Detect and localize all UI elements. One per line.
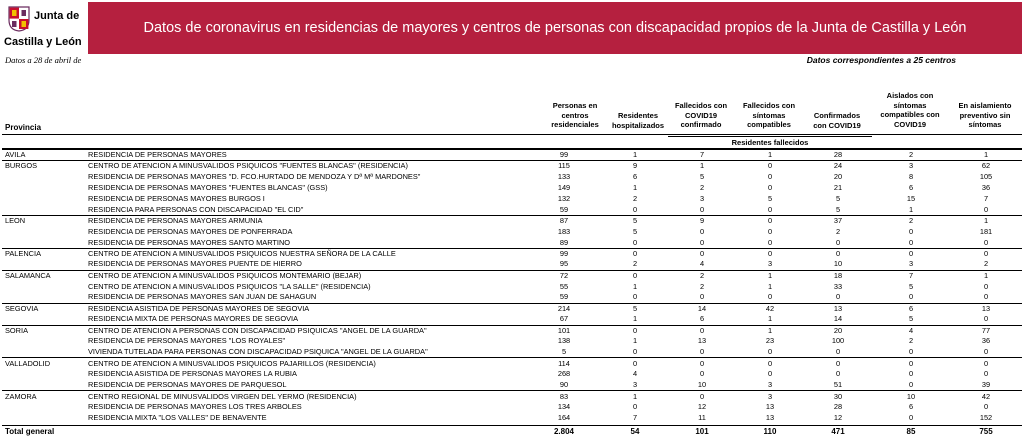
header-hospitalizados (605, 111, 671, 130)
header-c3-line: COVID19 (684, 110, 718, 120)
value-cell: 1 (950, 150, 1022, 161)
value-cell: 20 (833, 171, 843, 181)
table-row (2, 281, 1022, 292)
centre-cell: CENTRO DE ATENCION A MINUSVALIDOS PSIQUICOS PAJARILLOS (RESIDENCIA) (88, 358, 526, 369)
value-cell: 2 (632, 193, 638, 203)
total-fallecidos-confirmado: 101 (668, 426, 736, 438)
value-cell: 1 (736, 150, 804, 161)
value-cell: 0 (983, 314, 989, 324)
province-cell: ZAMORA (2, 391, 88, 402)
value-cell: 21 (833, 182, 843, 192)
value-cell: 214 (526, 303, 602, 314)
value-cell: 13 (804, 303, 872, 314)
value-cell: 1 (767, 281, 773, 291)
value-cell: 13 (950, 303, 1022, 314)
centre-cell: CENTRO DE ATENCION A MINUSVALIDOS PSIQUICOS NUESTRA SEÑORA DE LA CALLE (88, 248, 526, 259)
value-cell: 5 (632, 226, 638, 236)
value-cell: 13 (697, 336, 707, 346)
value-cell: 0 (872, 248, 950, 259)
value-cell: 5 (908, 281, 914, 291)
value-cell: 2 (699, 182, 705, 192)
value-cell: 0 (632, 292, 638, 302)
province-cell (2, 413, 88, 424)
value-cell: 3 (699, 193, 705, 203)
value-cell: 0 (736, 248, 804, 259)
value-cell: 0 (632, 402, 638, 412)
province-cell: SORIA (2, 325, 88, 336)
value-cell: 1 (632, 281, 638, 291)
value-cell: 3 (908, 259, 914, 269)
centers-note: Datos correspondientes a 25 centros (806, 55, 956, 65)
table-row (2, 270, 1022, 281)
value-cell: 0 (699, 226, 705, 236)
value-cell: 99 (526, 248, 602, 259)
value-cell: 7 (632, 413, 638, 423)
date-note: Datos a 28 de abril de (5, 55, 82, 65)
value-cell: 0 (699, 369, 705, 379)
province-cell (2, 193, 88, 204)
value-cell: 28 (804, 150, 872, 161)
value-cell: 9 (602, 161, 668, 172)
province-cell: SALAMANCA (2, 270, 88, 281)
province-cell: SEGOVIA (2, 303, 88, 314)
table-row (2, 391, 1022, 402)
subheader-residentes-fallecidos: Residentes fallecidos (731, 138, 809, 147)
value-cell: 134 (557, 402, 571, 412)
centre-cell: RESIDENCIA DE PERSONAS MAYORES "LOS ROYALES" (88, 336, 286, 346)
value-cell: 0 (602, 325, 668, 336)
value-cell: 2 (668, 270, 736, 281)
header-c2-line: Residentes (617, 111, 659, 120)
value-cell: 0 (736, 358, 804, 369)
value-cell: 0 (983, 292, 989, 302)
value-cell: 115 (526, 161, 602, 172)
header-c6-line: síntomas (893, 100, 927, 110)
province-cell (2, 314, 88, 325)
centre-cell: RESIDENCIA DE PERSONAS MAYORES SAN JUAN DE SAHAGUN (88, 292, 317, 302)
value-cell: 1 (908, 204, 914, 214)
header-c5-line: con COVID19 (813, 120, 861, 130)
table-row (2, 314, 1022, 325)
table-row (2, 325, 1022, 336)
province-cell (2, 336, 88, 347)
value-cell: 62 (950, 161, 1022, 172)
value-cell: 0 (602, 248, 668, 259)
value-cell: 15 (906, 193, 916, 203)
coat-of-arms-icon (8, 6, 30, 32)
value-cell: 1 (632, 314, 638, 324)
value-cell: 11 (698, 413, 706, 423)
value-cell: 268 (557, 369, 571, 379)
value-cell: 114 (526, 358, 602, 369)
table-row (2, 226, 1022, 237)
value-cell: 0 (767, 182, 773, 192)
value-cell: 0 (668, 325, 736, 336)
value-cell: 36 (981, 336, 991, 346)
header-confirmados (803, 111, 871, 130)
header-c7-line: En aislamiento (958, 101, 1012, 110)
value-cell: 2 (632, 259, 638, 269)
value-cell: 1 (736, 270, 804, 281)
total-confirmados: 471 (804, 426, 872, 438)
value-cell: 2 (983, 259, 989, 269)
value-cell: 95 (559, 259, 569, 269)
value-cell: 7 (983, 193, 989, 203)
header-divider (2, 134, 1022, 135)
centre-cell: RESIDENCIA DE PERSONAS MAYORES SANTO MARTINO (88, 237, 291, 247)
header-fallecidos-confirmado (667, 101, 735, 130)
province-cell (2, 369, 88, 380)
value-cell: 0 (668, 391, 736, 402)
header-c1-line: residenciales (551, 120, 599, 129)
value-cell: 0 (983, 204, 989, 214)
table-row (2, 193, 1022, 204)
header-c3-line: Fallecidos con (674, 101, 728, 110)
value-cell: 0 (602, 270, 668, 281)
value-cell: 20 (804, 325, 872, 336)
value-cell: 4 (872, 325, 950, 336)
value-cell: 0 (632, 204, 638, 214)
value-cell: 5 (602, 215, 668, 226)
value-cell: 1 (950, 270, 1022, 281)
value-cell: 72 (526, 270, 602, 281)
province-cell: LEON (2, 215, 88, 226)
header-fallecidos-compatibles (735, 101, 803, 130)
value-cell: 1 (736, 325, 804, 336)
value-cell: 6 (908, 402, 914, 412)
value-cell: 0 (908, 380, 914, 390)
province-cell (2, 380, 88, 391)
value-cell: 105 (979, 171, 993, 181)
centre-cell: RESIDENCIA DE PERSONAS MAYORES BURGOS I (88, 193, 265, 203)
value-cell: 0 (767, 369, 773, 379)
centre-cell: RESIDENCIA DE PERSONAS MAYORES (88, 150, 526, 161)
value-cell: 1 (602, 391, 668, 402)
table-row (2, 413, 1022, 424)
value-cell: 36 (981, 182, 991, 192)
province-cell: PALENCIA (2, 248, 88, 259)
value-cell: 0 (983, 402, 989, 412)
value-cell: 3 (872, 161, 950, 172)
total-fallecidos-compatibles: 110 (736, 426, 804, 438)
total-row (2, 425, 1022, 438)
centre-cell: RESIDENCIA DE PERSONAS MAYORES LOS TRES ARBOLES (88, 402, 302, 412)
value-cell: 89 (559, 237, 569, 247)
value-cell: 0 (736, 215, 804, 226)
value-cell: 14 (668, 303, 736, 314)
value-cell: 0 (983, 281, 989, 291)
value-cell: 0 (908, 226, 914, 236)
value-cell: 77 (950, 325, 1022, 336)
centre-cell: RESIDENCIA ASISTIDA DE PERSONAS MAYORES LA RUBIA (88, 369, 297, 379)
subheader-rule (668, 136, 872, 137)
value-cell: 2 (908, 336, 914, 346)
header-personas (540, 101, 610, 130)
value-cell: 24 (804, 161, 872, 172)
value-cell: 90 (559, 380, 569, 390)
header-c5-line: Confirmados (813, 111, 861, 120)
junta-logo (4, 4, 90, 56)
value-cell: 152 (979, 413, 993, 423)
centre-cell: RESIDENCIA ASISTIDA DE PERSONAS MAYORES DE SEGOVIA (88, 303, 526, 314)
value-cell: 1 (950, 215, 1022, 226)
value-cell: 0 (804, 248, 872, 259)
value-cell: 99 (526, 150, 602, 161)
value-cell: 0 (767, 171, 773, 181)
value-cell: 12 (697, 402, 707, 412)
value-cell: 1 (632, 182, 638, 192)
value-cell: 0 (908, 347, 914, 357)
value-cell: 0 (699, 292, 705, 302)
value-cell: 18 (804, 270, 872, 281)
value-cell: 28 (833, 402, 843, 412)
value-cell: 8 (908, 171, 914, 181)
centre-cell: RESIDENCIA DE PERSONAS MAYORES ARMUNIA (88, 215, 526, 226)
table-row (2, 150, 1022, 161)
value-cell: 0 (950, 358, 1022, 369)
value-cell: 183 (557, 226, 571, 236)
centre-cell: RESIDENCIA DE PERSONAS MAYORES PUENTE DE HIERRO (88, 259, 302, 269)
value-cell: 3 (632, 380, 638, 390)
header-aislamiento-preventivo (949, 101, 1021, 130)
value-cell: 0 (950, 248, 1022, 259)
title-banner (88, 2, 1022, 54)
value-cell: 133 (557, 171, 571, 181)
value-cell: 5 (561, 347, 567, 357)
province-cell: VALLADOLID (2, 358, 88, 369)
table-row (2, 259, 1022, 270)
table-row (2, 369, 1022, 380)
value-cell: 0 (908, 369, 914, 379)
value-cell: 39 (981, 380, 991, 390)
value-cell: 138 (557, 336, 571, 346)
centre-cell: RESIDENCIA DE PERSONAS MAYORES "D. FCO.HURTADO DE MENDOZA Y Dª Mª MARDONES" (88, 171, 421, 181)
centre-cell: VIVIENDA TUTELADA PARA PERSONAS CON DISCAPACIDAD PSIQUICA "ANGEL DE LA GUARDA" (88, 347, 428, 357)
header-c1-line: Personas en (552, 101, 598, 110)
value-cell: 0 (983, 369, 989, 379)
value-cell: 0 (908, 292, 914, 302)
header-c6-line: compatibles con (880, 110, 940, 119)
value-cell: 100 (831, 336, 845, 346)
value-cell: 0 (872, 358, 950, 369)
centre-cell: CENTRO REGIONAL DE MINUSVALIDOS VIRGEN DEL YERMO (RESIDENCIA) (88, 391, 526, 402)
value-cell: 0 (736, 161, 804, 172)
value-cell: 0 (767, 237, 773, 247)
value-cell: 5 (602, 303, 668, 314)
centre-cell: CENTRO DE ATENCION A MINUSVALIDOS PSIQUICOS "FUENTES BLANCAS" (RESIDENCIA) (88, 161, 526, 172)
table-row (2, 292, 1022, 303)
province-cell (2, 347, 88, 358)
value-cell: 30 (804, 391, 872, 402)
value-cell: 132 (557, 193, 571, 203)
province-cell (2, 171, 88, 182)
header-c2-line: hospitalizados (611, 120, 665, 130)
value-cell: 6 (632, 171, 638, 181)
value-cell: 0 (767, 226, 773, 236)
value-cell: 83 (526, 391, 602, 402)
table-row (2, 182, 1022, 193)
header-c6-line: Aislados con (886, 91, 934, 100)
value-cell: 5 (908, 314, 914, 324)
centre-cell: CENTRO DE ATENCION A MINUSVALIDOS PSIQUICOS MONTEMARIO (BEJAR) (88, 270, 526, 281)
centre-cell: RESIDENCIA PARA PERSONAS CON DISCAPACIDAD "EL CID" (88, 204, 304, 214)
province-cell (2, 204, 88, 215)
value-cell: 59 (559, 204, 569, 214)
table-row (2, 336, 1022, 347)
value-cell: 7 (668, 150, 736, 161)
table-row (2, 380, 1022, 391)
logo-line-2: Castilla y León (4, 36, 82, 48)
value-cell: 6 (872, 303, 950, 314)
header-c4-line: Fallecidos con (742, 101, 796, 110)
total-personas: 2.804 (526, 426, 602, 438)
value-cell: 0 (767, 347, 773, 357)
value-cell: 23 (765, 336, 775, 346)
data-table (2, 149, 1022, 424)
value-cell: 2 (699, 281, 705, 291)
province-cell (2, 281, 88, 292)
table-row (2, 303, 1022, 314)
value-cell: 4 (632, 369, 638, 379)
value-cell: 0 (668, 358, 736, 369)
value-cell: 0 (767, 204, 773, 214)
header-c4-line: compatibles (747, 120, 791, 129)
table-row (2, 347, 1022, 358)
province-cell (2, 292, 88, 303)
value-cell: 0 (632, 347, 638, 357)
page-title: Datos de coronavirus en residencias de mayores y centros de personas con discapacidad propios de la Junta de Castilla y León (143, 20, 967, 36)
total-label: Total general (2, 426, 88, 438)
value-cell: 10 (872, 391, 950, 402)
value-cell: 87 (526, 215, 602, 226)
table-row (2, 358, 1022, 369)
province-cell: BURGOS (2, 161, 88, 172)
value-cell: 0 (835, 292, 841, 302)
value-cell: 0 (602, 358, 668, 369)
value-cell: 3 (736, 391, 804, 402)
value-cell: 6 (699, 314, 705, 324)
value-cell: 1 (602, 150, 668, 161)
value-cell: 10 (833, 259, 843, 269)
logo-line-1: Junta de (34, 10, 80, 22)
value-cell: 1 (668, 161, 736, 172)
value-cell: 9 (668, 215, 736, 226)
value-cell: 42 (950, 391, 1022, 402)
table-row (2, 171, 1022, 182)
header-c4-line: síntomas (752, 110, 786, 120)
value-cell: 164 (557, 413, 571, 423)
centre-cell: RESIDENCIA MIXTA "LOS VALLES" DE BENAVENTE (88, 413, 267, 423)
value-cell: 0 (632, 237, 638, 247)
value-cell: 0 (699, 237, 705, 247)
value-cell: 2 (872, 150, 950, 161)
value-cell: 0 (835, 369, 841, 379)
province-cell (2, 182, 88, 193)
value-cell: 13 (765, 413, 775, 423)
value-cell: 0 (983, 347, 989, 357)
value-cell: 5 (835, 193, 841, 203)
province-cell (2, 237, 88, 248)
centre-cell: CENTRO DE ATENCION A MINUSVALIDOS PSIQUICOS "LA SALLE" (RESIDENCIA) (88, 281, 371, 291)
value-cell: 0 (699, 204, 705, 214)
centre-cell: CENTRO DE ATENCION A PERSONAS CON DISCAPACIDAD PSIQUICAS "ANGEL DE LA GUARDA" (88, 325, 526, 336)
province-cell: AVILA (2, 150, 88, 161)
table-row (2, 248, 1022, 259)
value-cell: 3 (767, 259, 773, 269)
centre-cell: RESIDENCIA DE PERSONAS MAYORES DE PARQUESOL (88, 380, 287, 390)
centre-cell: RESIDENCIA MIXTA DE PERSONAS MAYORES DE SEGOVIA (88, 314, 298, 324)
header-c1-line: centros (561, 110, 589, 120)
header-provincia: Provincia (5, 123, 42, 132)
header-c6-line: COVID19 (893, 119, 927, 129)
value-cell: 6 (908, 182, 914, 192)
value-cell: 0 (835, 237, 841, 247)
header-c7-line: síntomas (968, 120, 1002, 129)
province-cell (2, 402, 88, 413)
centre-cell: RESIDENCIA DE PERSONAS MAYORES DE PONFERRADA (88, 226, 293, 236)
value-cell: 1 (632, 336, 638, 346)
value-cell: 0 (699, 347, 705, 357)
total-aislamiento: 755 (950, 426, 1022, 438)
centre-cell: RESIDENCIA DE PERSONAS MAYORES "FUENTES BLANCAS" (GSS) (88, 182, 328, 192)
value-cell: 12 (833, 413, 843, 423)
value-cell: 2 (835, 226, 841, 236)
value-cell: 5 (699, 171, 705, 181)
table-row (2, 402, 1022, 413)
value-cell: 14 (833, 314, 843, 324)
value-cell: 0 (767, 292, 773, 302)
value-cell: 33 (833, 281, 843, 291)
value-cell: 37 (804, 215, 872, 226)
value-cell: 7 (872, 270, 950, 281)
value-cell: 5 (835, 204, 841, 214)
header-aislados (871, 91, 949, 129)
value-cell: 10 (697, 380, 707, 390)
value-cell: 0 (835, 347, 841, 357)
value-cell: 4 (699, 259, 705, 269)
value-cell: 0 (983, 237, 989, 247)
table-row (2, 237, 1022, 248)
value-cell: 5 (767, 193, 773, 203)
value-cell: 0 (804, 358, 872, 369)
value-cell: 55 (559, 281, 569, 291)
province-cell (2, 259, 88, 270)
value-cell: 181 (979, 226, 993, 236)
total-aislados: 85 (872, 426, 950, 438)
value-cell: 51 (833, 380, 843, 390)
value-cell: 0 (908, 237, 914, 247)
total-hospitalizados: 54 (602, 426, 668, 438)
province-cell (2, 226, 88, 237)
value-cell: 0 (908, 413, 914, 423)
value-cell: 1 (767, 314, 773, 324)
table-row (2, 161, 1022, 172)
value-cell: 3 (767, 380, 773, 390)
value-cell: 2 (872, 215, 950, 226)
table-row (2, 204, 1022, 215)
value-cell: 67 (559, 314, 569, 324)
header-c3-line: confirmado (680, 120, 722, 129)
header-c7-line: preventivo sin (959, 110, 1011, 120)
table-row (2, 215, 1022, 226)
value-cell: 42 (736, 303, 804, 314)
value-cell: 0 (668, 248, 736, 259)
value-cell: 59 (559, 292, 569, 302)
value-cell: 13 (765, 402, 775, 412)
value-cell: 101 (526, 325, 602, 336)
value-cell: 149 (557, 182, 571, 192)
